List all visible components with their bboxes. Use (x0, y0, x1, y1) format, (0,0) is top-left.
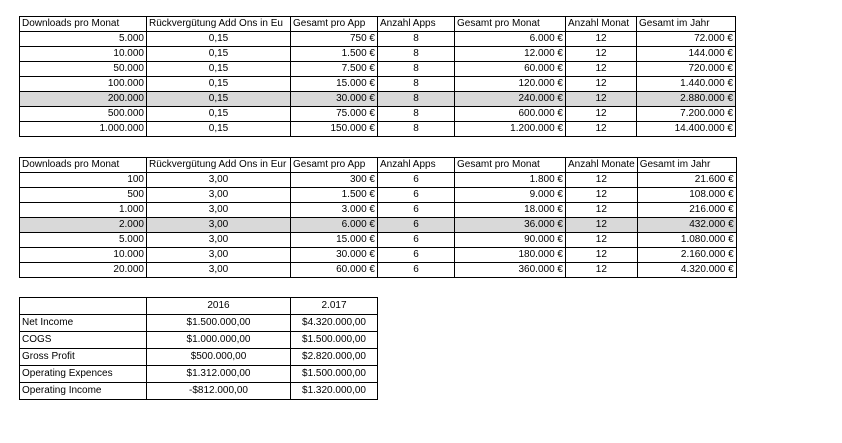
table-cell: 8 (378, 122, 455, 137)
table-cell: 12 (566, 107, 637, 122)
table-row (20, 332, 378, 349)
table-cell: 720.000 € (637, 62, 736, 77)
table-cell: 8 (378, 32, 455, 47)
table-cell: 1.000.000 (20, 122, 147, 137)
table-cell: 500 (20, 188, 147, 203)
table-cell: 21.600 € (637, 173, 736, 188)
table-row (20, 173, 737, 188)
table-cell: 1.500 € (291, 188, 378, 203)
table-cell: $1.500.000,00 (147, 315, 291, 332)
table-cell: 8 (378, 92, 455, 107)
table-cell: 12 (566, 188, 638, 203)
table-cell: 15.000 € (291, 77, 378, 92)
table-row (20, 203, 737, 218)
table-cell: 9.000 € (455, 188, 566, 203)
table-cell: 600.000 € (455, 107, 566, 122)
column-header: Gesamt pro Monat (455, 17, 566, 32)
table-cell: Gross Profit (20, 349, 147, 366)
table-row (20, 233, 737, 248)
table-cell: 360.000 € (455, 263, 566, 278)
table-cell: 18.000 € (455, 203, 566, 218)
table-cell: 8 (378, 47, 455, 62)
table-cell: Net Income (20, 315, 147, 332)
table-cell: 6 (378, 173, 455, 188)
table-cell: 15.000 € (291, 233, 378, 248)
table-cell: 6 (378, 188, 455, 203)
table-cell: 75.000 € (291, 107, 378, 122)
table-cell: 100.000 (20, 77, 147, 92)
table-cell: 3,00 (147, 233, 291, 248)
table-cell: $500.000,00 (147, 349, 291, 366)
table-cell: 10.000 (20, 47, 147, 62)
column-header: 2.017 (291, 298, 378, 315)
income-statement-table (19, 297, 378, 400)
table-cell: 6 (378, 233, 455, 248)
table-cell: 2.880.000 € (637, 92, 736, 107)
table-cell: 750 € (291, 32, 378, 47)
table-cell: 1.200.000 € (455, 122, 566, 137)
table-cell: 150.000 € (291, 122, 378, 137)
column-header (20, 298, 147, 315)
table-row (20, 47, 736, 62)
table-cell: 60.000 € (455, 62, 566, 77)
column-header: Downloads pro Monat (20, 158, 147, 173)
table-row (20, 248, 737, 263)
table-cell: 1.080.000 € (637, 233, 736, 248)
table-cell: 12 (566, 32, 637, 47)
table-cell: 8 (378, 107, 455, 122)
table-cell: 0,15 (147, 92, 291, 107)
table-cell: 12 (566, 92, 637, 107)
table-cell: 120.000 € (455, 77, 566, 92)
table-cell: 5.000 (20, 32, 147, 47)
table-cell: 1.440.000 € (637, 77, 736, 92)
table-cell: 7.500 € (291, 62, 378, 77)
table-cell: 1.500 € (291, 47, 378, 62)
downloads-table-1 (19, 16, 736, 137)
table-cell: 180.000 € (455, 248, 566, 263)
column-header: Gesamt im Jahr (637, 17, 736, 32)
column-header: Downloads pro Monat (20, 17, 147, 32)
table-cell: 432.000 € (637, 218, 736, 233)
table-cell: $1.320.000,00 (291, 383, 378, 400)
table-cell: 300 € (291, 173, 378, 188)
table-row (20, 62, 736, 77)
table-row (20, 32, 736, 47)
table-cell: 12.000 € (455, 47, 566, 62)
table-cell: 6 (378, 248, 455, 263)
table-cell: 8 (378, 62, 455, 77)
column-header: Anzahl Monate (566, 158, 638, 173)
header-row (20, 158, 737, 173)
table-cell: $4.320.000,00 (291, 315, 378, 332)
table-cell: 12 (566, 62, 637, 77)
table-cell: 2.000 (20, 218, 147, 233)
table-cell: 12 (566, 263, 638, 278)
table-cell: 8 (378, 77, 455, 92)
table-cell: 1.800 € (455, 173, 566, 188)
table-cell: $1.312.000,00 (147, 366, 291, 383)
table-cell: 4.320.000 € (637, 263, 736, 278)
table-cell: 6 (378, 218, 455, 233)
table-cell: 14.400.000 € (637, 122, 736, 137)
table-cell: Operating Income (20, 383, 147, 400)
table-cell: $2.820.000,00 (291, 349, 378, 366)
table-cell: 7.200.000 € (637, 107, 736, 122)
table-cell: -$812.000,00 (147, 383, 291, 400)
table-cell: 36.000 € (455, 218, 566, 233)
table-cell: 0,15 (147, 62, 291, 77)
table-row (20, 383, 378, 400)
table-cell: 1.000 (20, 203, 147, 218)
table-cell: $1.500.000,00 (291, 366, 378, 383)
table-row (20, 218, 737, 233)
table-cell: 12 (566, 218, 638, 233)
table-cell: 100 (20, 173, 147, 188)
table-cell: 108.000 € (637, 188, 736, 203)
table-cell: 12 (566, 248, 638, 263)
column-header: Anzahl Monat (566, 17, 637, 32)
table-cell: 12 (566, 173, 638, 188)
table-row (20, 77, 736, 92)
table-cell: 90.000 € (455, 233, 566, 248)
table-cell: $1.500.000,00 (291, 332, 378, 349)
table-cell: 60.000 € (291, 263, 378, 278)
table-cell: 20.000 (20, 263, 147, 278)
column-header: Anzahl Apps (378, 158, 455, 173)
table-cell: 0,15 (147, 77, 291, 92)
table-cell: 3,00 (147, 248, 291, 263)
table-cell: 0,15 (147, 122, 291, 137)
table-row (20, 122, 736, 137)
table-cell: 6.000 € (455, 32, 566, 47)
table-cell: 3,00 (147, 263, 291, 278)
column-header: Rückvergütung Add Ons in Eu (147, 17, 291, 32)
table-cell: 30.000 € (291, 248, 378, 263)
column-header: Gesamt pro Monat (455, 158, 566, 173)
header-row (20, 298, 378, 315)
table-cell: 3.000 € (291, 203, 378, 218)
table-cell: $1.000.000,00 (147, 332, 291, 349)
header-row (20, 17, 736, 32)
table-cell: 12 (566, 122, 637, 137)
table-cell: COGS (20, 332, 147, 349)
table-cell: 200.000 (20, 92, 147, 107)
table-cell: 3,00 (147, 188, 291, 203)
table-cell: 2.160.000 € (637, 248, 736, 263)
table-cell: 216.000 € (637, 203, 736, 218)
table-cell: 500.000 (20, 107, 147, 122)
table-cell: Operating Expences (20, 366, 147, 383)
table-cell: 12 (566, 233, 638, 248)
downloads-table-2 (19, 157, 737, 278)
table-row (20, 263, 737, 278)
table-row (20, 107, 736, 122)
table-cell: 72.000 € (637, 32, 736, 47)
column-header: Gesamt pro App (291, 17, 378, 32)
column-header: Anzahl Apps (378, 17, 455, 32)
column-header: 2016 (147, 298, 291, 315)
table-cell: 144.000 € (637, 47, 736, 62)
table-cell: 3,00 (147, 173, 291, 188)
table-row (20, 92, 736, 107)
column-header: Gesamt im Jahr (637, 158, 736, 173)
table-cell: 3,00 (147, 203, 291, 218)
table-cell: 6.000 € (291, 218, 378, 233)
table-row (20, 188, 737, 203)
table-cell: 30.000 € (291, 92, 378, 107)
column-header: Gesamt pro App (291, 158, 378, 173)
table-cell: 12 (566, 203, 638, 218)
table-cell: 12 (566, 47, 637, 62)
table-cell: 12 (566, 77, 637, 92)
table-row (20, 349, 378, 366)
table-cell: 0,15 (147, 107, 291, 122)
table-cell: 6 (378, 203, 455, 218)
table-cell: 3,00 (147, 218, 291, 233)
table-row (20, 315, 378, 332)
table-cell: 10.000 (20, 248, 147, 263)
table-cell: 0,15 (147, 47, 291, 62)
table-cell: 50.000 (20, 62, 147, 77)
table-cell: 6 (378, 263, 455, 278)
column-header: Rückvergütung Add Ons in Eur (147, 158, 291, 173)
table-cell: 0,15 (147, 32, 291, 47)
table-cell: 240.000 € (455, 92, 566, 107)
table-row (20, 366, 378, 383)
table-cell: 5.000 (20, 233, 147, 248)
